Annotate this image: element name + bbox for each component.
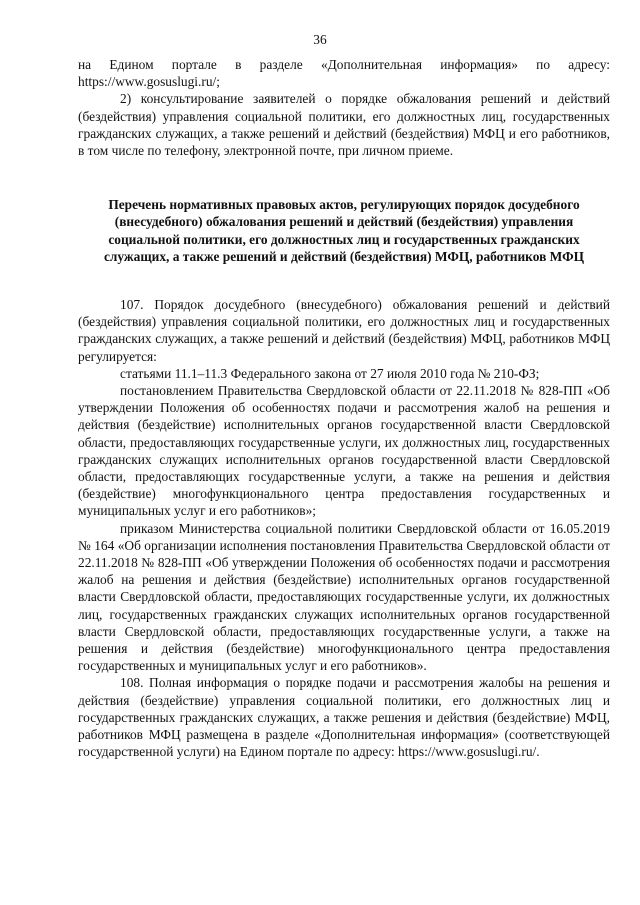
- paragraph-107: 107. Порядок досудебного (внесудебного) обжалования решений и действий (бездействия) управления социальной политики, его должностных лиц и государственных гражданских служащих, а также решений и действий (бездействия) МФЦ, работников МФЦ регулируется:: [78, 297, 610, 364]
- paragraph-108: 108. Полная информация о порядке подачи и рассмотрения жалобы на решения и действия (бездействие) управления социальной политики, его должностных лиц и государственных гражданских служащих, а также решения и действия (бездействие) МФЦ, работников МФЦ размещена в разделе «Дополнительная информация» (соответствующей государственной услуги) на Едином портале по адресу: https://www.gosuslugi.ru/.: [78, 675, 610, 760]
- top-text-block: [78, 56, 610, 159]
- paragraph-continuation: на Едином портале в разделе «Дополнительная информация» по адресу: https://www.gosuslugi.ru/;: [78, 57, 610, 90]
- paragraph-item-2: 2) консультирование заявителей о порядке обжалования решений и действий (бездействия) управления социальной политики, его должностных лиц, государственных гражданских служащих, а также решений и действий (бездействия) МФЦ и его работников, в том числе по телефону, электронной почте, при личном приеме.: [78, 91, 610, 159]
- paragraph-federal-law: статьями 11.1–11.3 Федерального закона от 27 июля 2010 года № 210-ФЗ;: [120, 365, 540, 381]
- page-number: 36: [313, 32, 327, 47]
- paragraph-ministry-order: приказом Министерства социальной политики Свердловской области от 16.05.2019 № 164 «Об организации исполнения постановления Правительства Свердловской области от 22.11.2018 № 828-ПП «Об утверждении Положения об особенностях подачи и рассмотрения жалоб на решения и действия (бездействие) исполнительных органов государственной власти Свердловской области, предоставляющих государственные услуги, их должностных лиц, государственных гражданских служащих исполнительных органов государственной власти Свердловской области, предоставляющих государственные услуги, а также на решения и действия (бездействие) многофункционального центра предоставления государственных и муниципальных услуг и его работников».: [78, 520, 610, 674]
- paragraph-government-decree: постановлением Правительства Свердловской области от 22.11.2018 № 828-ПП «Об утверждении Положения об особенностях подачи и рассмотрения жалоб на решения и действия (бездействие) исполнительных органов государственной власти Свердловской области, предоставляющих государственные услуги, их должностных лиц, государственных гражданских служащих исполнительных органов государственной власти Свердловской области, предоставляющих государственные услуги, а также на решения и действия (бездействие) многофункционального центра предоставления государственных и муниципальных услуг и его работников»;: [78, 383, 610, 519]
- main-text-block: [78, 296, 610, 760]
- section-heading: Перечень нормативных правовых актов, регулирующих порядок досудебного (внесудебного) обжалования решений и действий (бездействия) управления социальной политики, его должностных лиц и государственных гражданских служащих, а также решений и действий (бездействия) МФЦ, работников МФЦ: [103, 197, 585, 264]
